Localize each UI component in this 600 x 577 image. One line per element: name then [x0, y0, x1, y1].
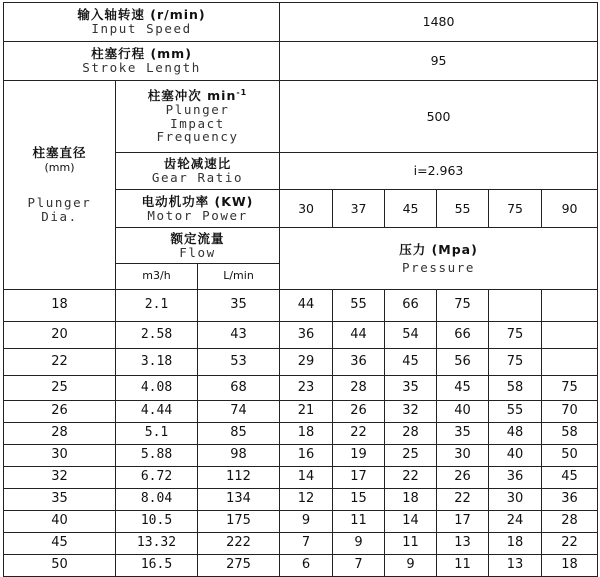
flow-m3h-cell: 2.1: [116, 290, 198, 322]
pressure-cell: [542, 290, 598, 322]
pressure-cell: 58: [489, 376, 542, 401]
pressure-cell: 28: [385, 423, 437, 445]
pressure-cell: 22: [437, 489, 489, 511]
pressure-cell: 44: [333, 322, 385, 349]
impact-frequency-value: 500: [280, 81, 598, 153]
flow-label: [116, 228, 280, 264]
plunger-dia-cell: 18: [4, 290, 116, 322]
table-row: [4, 533, 598, 555]
pressure-cell: 18: [489, 533, 542, 555]
input-speed-label: [4, 3, 280, 42]
table-row: [4, 445, 598, 467]
pressure-cell: 21: [280, 401, 333, 423]
plunger-dia-cell: 26: [4, 401, 116, 423]
pressure-cell: 18: [385, 489, 437, 511]
pump-spec-table: [3, 2, 598, 577]
stroke-length-row: [4, 42, 598, 81]
pressure-cell: 13: [489, 555, 542, 577]
pressure-cell: 75: [489, 349, 542, 376]
pressure-cell: 7: [280, 533, 333, 555]
flow-lmin-cell: 85: [198, 423, 280, 445]
flow-en: Flow: [179, 244, 216, 260]
flow-lmin-cell: 134: [198, 489, 280, 511]
table-row: [4, 322, 598, 349]
pressure-cell: 55: [333, 290, 385, 322]
flow-m3h-cell: 4.44: [116, 401, 198, 423]
flow-m3h-cell: 16.5: [116, 555, 198, 577]
pressure-cell: 75: [437, 290, 489, 322]
plunger-dia-cell: 50: [4, 555, 116, 577]
flow-m3h-cell: 8.04: [116, 489, 198, 511]
pressure-cell: 70: [542, 401, 598, 423]
flow-lmin-cell: 35: [198, 290, 280, 322]
flow-unit-lmin: L/min: [198, 264, 280, 290]
pressure-cell: 9: [385, 555, 437, 577]
pressure-cell: 40: [437, 401, 489, 423]
pressure-cell: 17: [333, 467, 385, 489]
flow-lmin-cell: 53: [198, 349, 280, 376]
pressure-cell: 7: [333, 555, 385, 577]
gear-ratio-en: Gear Ratio: [151, 170, 244, 185]
pressure-cell: 75: [489, 322, 542, 349]
pressure-cell: [542, 322, 598, 349]
pressure-cell: 23: [280, 376, 333, 401]
table-row: [4, 467, 598, 489]
pressure-cell: [542, 349, 598, 376]
pressure-cell: 14: [385, 511, 437, 533]
flow-m3h-cell: 4.08: [116, 376, 198, 401]
plunger-dia-cell: 35: [4, 489, 116, 511]
plunger-dia-cell: 20: [4, 322, 116, 349]
table-row: [4, 401, 598, 423]
pressure-cell: 66: [437, 322, 489, 349]
pressure-cell: 18: [542, 555, 598, 577]
flow-m3h-cell: 10.5: [116, 511, 198, 533]
input-speed-zh: 输入轴转速 (r/min): [77, 7, 206, 23]
pressure-cell: 28: [542, 511, 598, 533]
pressure-cell: 40: [489, 445, 542, 467]
stroke-length-zh: 柱塞行程 (mm): [91, 46, 192, 62]
flow-m3h-cell: 5.88: [116, 445, 198, 467]
pressure-cell: 55: [489, 401, 542, 423]
pressure-cell: 19: [333, 445, 385, 467]
motor-power-en: Motor Power: [147, 207, 248, 223]
pressure-cell: [489, 290, 542, 322]
plunger-dia-zh: 柱塞直径: [32, 145, 87, 161]
pressure-cell: 24: [489, 511, 542, 533]
pressure-cell: 36: [280, 322, 333, 349]
pressure-cell: 14: [280, 467, 333, 489]
pressure-cell: 11: [385, 533, 437, 555]
pressure-cell: 11: [437, 555, 489, 577]
pressure-cell: 25: [385, 445, 437, 467]
pressure-cell: 58: [542, 423, 598, 445]
plunger-dia-en2: Dia.: [41, 208, 78, 224]
pressure-cell: 6: [280, 555, 333, 577]
pressure-label: [280, 228, 598, 290]
gear-ratio-zh: 齿轮减速比: [163, 156, 232, 172]
plunger-dia-unit: (mm): [44, 161, 75, 175]
flow-lmin-cell: 175: [198, 511, 280, 533]
input-speed-en: Input Speed: [91, 21, 192, 36]
flow-lmin-cell: 74: [198, 401, 280, 423]
impact-frequency-en2: Impact: [170, 115, 225, 131]
flow-lmin-cell: 112: [198, 467, 280, 489]
pressure-cell: 45: [437, 376, 489, 401]
motor-power-label: [116, 190, 280, 228]
flow-m3h-cell: 6.72: [116, 467, 198, 489]
flow-m3h-cell: 3.18: [116, 349, 198, 376]
stroke-length-label: [4, 42, 280, 81]
stroke-length-en: Stroke Length: [82, 60, 201, 75]
pressure-cell: 22: [385, 467, 437, 489]
impact-frequency-en3: Frequency: [156, 129, 239, 145]
pressure-cell: 22: [542, 533, 598, 555]
pressure-cell: 35: [385, 376, 437, 401]
pressure-cell: 45: [385, 349, 437, 376]
table-row: [4, 511, 598, 533]
pressure-cell: 18: [280, 423, 333, 445]
motor-power-value: 90: [542, 190, 598, 228]
impact-frequency-label: [116, 81, 280, 153]
impact-frequency-zh: [116, 89, 279, 103]
plunger-dia-cell: 25: [4, 376, 116, 401]
table-row: [4, 376, 598, 401]
table-row: [4, 555, 598, 577]
pressure-cell: 32: [385, 401, 437, 423]
flow-lmin-cell: 43: [198, 322, 280, 349]
motor-power-value: 55: [437, 190, 489, 228]
flow-lmin-cell: 222: [198, 533, 280, 555]
pressure-cell: 13: [437, 533, 489, 555]
pressure-cell: 48: [489, 423, 542, 445]
stroke-length-value: 95: [280, 42, 598, 81]
plunger-dia-cell: 40: [4, 511, 116, 533]
pressure-cell: 30: [437, 445, 489, 467]
plunger-dia-cell: 32: [4, 467, 116, 489]
pressure-cell: 28: [333, 376, 385, 401]
impact-frequency-sup: -1: [236, 87, 248, 97]
gear-ratio-value: i=2.963: [280, 153, 598, 190]
pressure-cell: 22: [333, 423, 385, 445]
motor-power-zh: 电动机功率 (KW): [141, 193, 254, 209]
data-rows: [4, 290, 598, 577]
flow-lmin-cell: 275: [198, 555, 280, 577]
pressure-cell: 29: [280, 349, 333, 376]
motor-power-value: 37: [333, 190, 385, 228]
pressure-cell: 45: [542, 467, 598, 489]
motor-power-value: 75: [489, 190, 542, 228]
pressure-cell: 30: [489, 489, 542, 511]
pressure-cell: 11: [333, 511, 385, 533]
impact-frequency-zh-text: 柱塞冲次 min: [147, 88, 237, 104]
pressure-cell: 50: [542, 445, 598, 467]
plunger-dia-cell: 30: [4, 445, 116, 467]
pressure-cell: 9: [333, 533, 385, 555]
plunger-dia-cell: 28: [4, 423, 116, 445]
pressure-cell: 75: [542, 376, 598, 401]
pressure-cell: 26: [333, 401, 385, 423]
pressure-en: Pressure: [402, 259, 476, 275]
flow-m3h-cell: 5.1: [116, 423, 198, 445]
gear-ratio-label: [116, 153, 280, 190]
pressure-cell: 36: [333, 349, 385, 376]
motor-power-value: 30: [280, 190, 333, 228]
pressure-cell: 26: [437, 467, 489, 489]
pressure-cell: 36: [542, 489, 598, 511]
flow-lmin-cell: 98: [198, 445, 280, 467]
plunger-dia-en1: Plunger: [27, 195, 92, 211]
impact-frequency-en1: Plunger: [165, 101, 230, 117]
pressure-cell: 9: [280, 511, 333, 533]
table-row: [4, 290, 598, 322]
input-speed-value: 1480: [280, 3, 598, 42]
flow-zh: 额定流量: [170, 230, 225, 246]
flow-unit-m3h: m3/h: [116, 264, 198, 290]
pressure-cell: 15: [333, 489, 385, 511]
pressure-cell: 35: [437, 423, 489, 445]
flow-m3h-cell: 2.58: [116, 322, 198, 349]
motor-power-value: 45: [385, 190, 437, 228]
pressure-cell: 66: [385, 290, 437, 322]
flow-m3h-cell: 13.32: [116, 533, 198, 555]
pressure-cell: 17: [437, 511, 489, 533]
pressure-cell: 56: [437, 349, 489, 376]
plunger-dia-cell: 22: [4, 349, 116, 376]
pressure-cell: 36: [489, 467, 542, 489]
plunger-dia-label: [4, 81, 116, 290]
table-row: [4, 349, 598, 376]
pressure-zh: 压力 (Mpa): [399, 241, 478, 257]
flow-lmin-cell: 68: [198, 376, 280, 401]
plunger-dia-cell: 45: [4, 533, 116, 555]
pressure-cell: 12: [280, 489, 333, 511]
impact-frequency-row: [4, 81, 598, 153]
table-row: [4, 489, 598, 511]
table-row: [4, 423, 598, 445]
pressure-cell: 54: [385, 322, 437, 349]
pressure-cell: 44: [280, 290, 333, 322]
input-speed-row: [4, 3, 598, 42]
pressure-cell: 16: [280, 445, 333, 467]
